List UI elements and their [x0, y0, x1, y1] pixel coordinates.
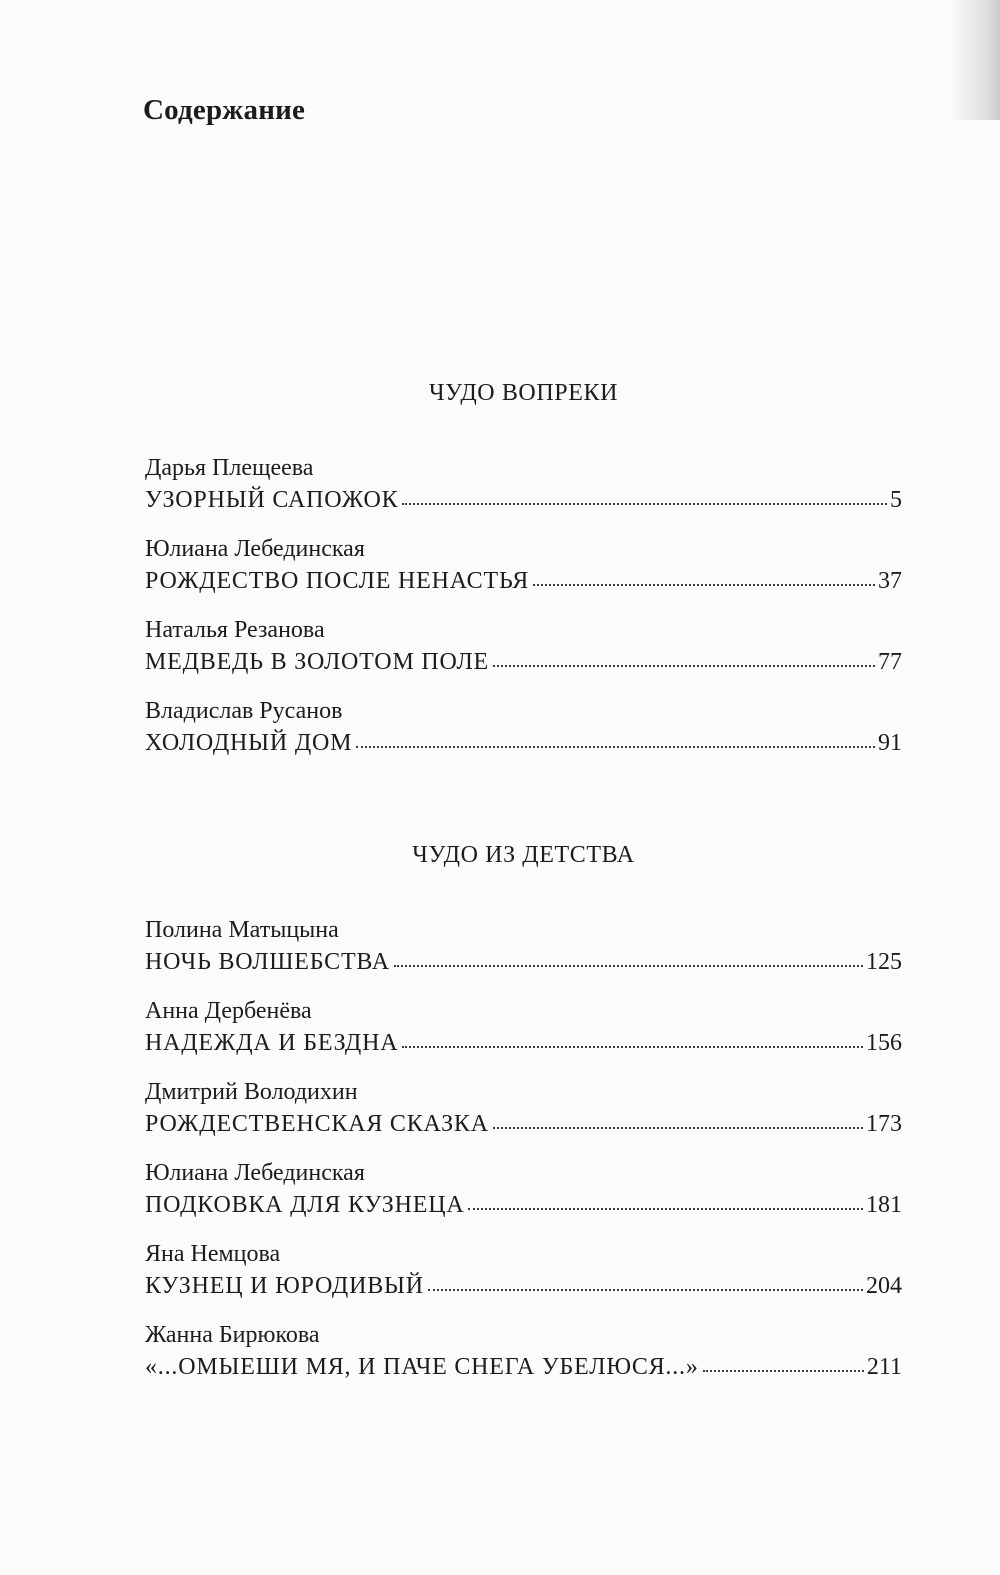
entry-author: Владислав Русанов	[145, 698, 343, 724]
entry-author: Юлиана Лебединская	[145, 536, 365, 562]
entry-page-number: 77	[878, 649, 902, 675]
toc-entry	[145, 1320, 902, 1401]
page-edge-shadow	[948, 0, 1000, 120]
section-heading: ЧУДО ИЗ ДЕТСТВА	[412, 842, 635, 868]
dot-leader	[394, 964, 863, 967]
entry-title: УЗОРНЫЙ САПОЖОК	[145, 487, 399, 513]
entry-page-number: 5	[890, 487, 902, 513]
toc-entry	[145, 1239, 902, 1320]
toc-section	[145, 376, 902, 777]
section-heading: ЧУДО ВОПРЕКИ	[428, 380, 619, 406]
entry-title-row	[145, 726, 902, 760]
page-title: Содержание	[143, 94, 306, 126]
dot-leader	[356, 745, 875, 748]
entry-title: РОЖДЕСТВЕНСКАЯ СКАЗКА	[145, 1111, 489, 1137]
entry-author: Яна Немцова	[145, 1241, 281, 1267]
entry-page-number: 125	[866, 949, 902, 975]
entry-title: НАДЕЖДА И БЕЗДНА	[145, 1030, 399, 1056]
entry-author: Жанна Бирюкова	[145, 1322, 320, 1348]
entry-page-number: 181	[866, 1192, 902, 1218]
entry-author: Наталья Резанова	[145, 617, 325, 643]
entry-page-number: 173	[866, 1111, 902, 1137]
entry-title-row	[145, 1269, 902, 1303]
entry-title: ХОЛОДНЫЙ ДОМ	[145, 730, 353, 756]
dot-leader	[703, 1369, 864, 1372]
entry-page-number: 37	[878, 568, 902, 594]
toc-entry	[145, 615, 902, 696]
entry-title-row	[145, 564, 902, 598]
entry-author: Дарья Плещеева	[145, 455, 314, 481]
entry-author: Полина Матыцына	[145, 917, 339, 943]
entry-title-row	[145, 945, 902, 979]
dot-leader	[428, 1288, 863, 1291]
entry-title-row	[145, 483, 902, 517]
dot-leader	[493, 664, 875, 667]
entry-title: МЕДВЕДЬ В ЗОЛОТОМ ПОЛЕ	[145, 649, 489, 675]
entry-title: ПОДКОВКА ДЛЯ КУЗНЕЦА	[145, 1192, 465, 1218]
entry-title: РОЖДЕСТВО ПОСЛЕ НЕНАСТЬЯ	[145, 568, 530, 594]
entry-author: Анна Дербенёва	[145, 998, 312, 1024]
toc-entry	[145, 1158, 902, 1239]
toc-entry	[145, 1077, 902, 1158]
entry-title-row	[145, 645, 902, 679]
entry-author: Дмитрий Володихин	[145, 1079, 358, 1105]
entry-title-row	[145, 1350, 902, 1384]
entry-title-row	[145, 1188, 902, 1222]
entry-page-number: 156	[866, 1030, 902, 1056]
entry-title: НОЧЬ ВОЛШЕБСТВА	[145, 949, 390, 975]
entry-page-number: 204	[866, 1273, 902, 1299]
entry-page-number: 211	[866, 1354, 902, 1380]
toc-entry	[145, 534, 902, 615]
toc-entry	[145, 696, 902, 777]
toc-section	[145, 838, 902, 1401]
entry-author: Юлиана Лебединская	[145, 1160, 365, 1186]
entry-title-row	[145, 1107, 902, 1141]
entry-page-number: 91	[878, 730, 902, 756]
dot-leader	[493, 1126, 863, 1129]
dot-leader	[402, 1045, 863, 1048]
toc-entry	[145, 996, 902, 1077]
dot-leader	[533, 583, 875, 586]
entry-title: КУЗНЕЦ И ЮРОДИВЫЙ	[145, 1273, 424, 1299]
entry-title-row	[145, 1026, 902, 1060]
entry-title: «...ОМЫЕШИ МЯ, И ПАЧЕ СНЕГА УБЕЛЮСЯ...»	[145, 1354, 699, 1380]
toc-entry	[145, 453, 902, 534]
dot-leader	[402, 502, 887, 505]
dot-leader	[468, 1207, 863, 1210]
toc-entry	[145, 915, 902, 996]
